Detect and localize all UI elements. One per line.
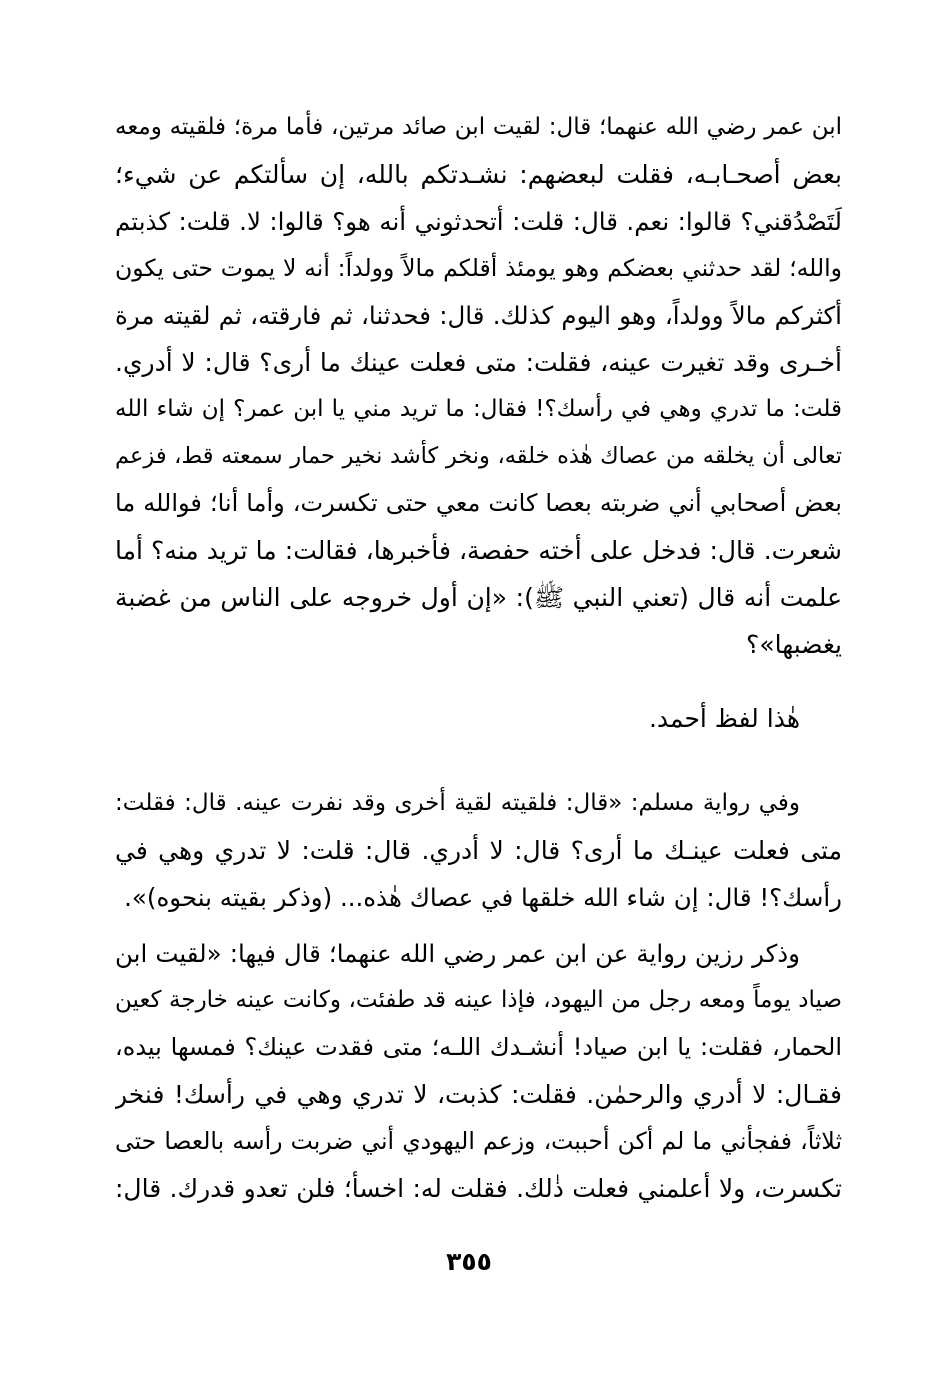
text-line: وذكر رزين رواية عن ابن عمر رضي الله عنهما؛ قال فيها: «لقيت ابن <box>115 939 800 968</box>
text-line: بعض أصحابي أني ضربته بعصا كانت معي حتى تكسرت، وأما أنا؛ فوالله ما <box>115 489 842 517</box>
text-line: رأسك؟! قال: إن شاء الله خلقها في عصاك هٰذه... (وذكر بقيته بنحوه)». <box>124 883 842 912</box>
text-line: علمت أنه قال (تعني النبي ﷺ): «إن أول خروجه على الناس من غضبة <box>115 583 842 612</box>
paragraph-hadith-text <box>115 104 842 668</box>
text-line: أخـرى وقد تغيرت عينه، فقلت: متى فعلت عينك ما أرى؟ قال: لا أدري. <box>115 348 842 377</box>
text-line: تكسرت، ولا أعلمني فعلت ذٰلك. فقلت له: اخسأ؛ فلن تعدو قدرك. قال: <box>115 1174 842 1203</box>
text-line: فقـال: لا أدري والرحمٰن. فقلت: كذبت، لا تدري وهي في رأسك! فنخر <box>115 1080 842 1109</box>
text-line: يغضبها»؟ <box>746 630 842 659</box>
text-line: بعض أصحـابـه، فقلت لبعضهم: نشـدتكم بالله، إن سألتكم عن شيء؛ <box>115 160 842 189</box>
page-number: ٣٥٥ <box>446 1247 492 1276</box>
text-line: الحمار، فقلت: يا ابن صياد! أنشـدك اللـه؛ متى فقدت عينك؟ فمسها بيده، <box>115 1033 842 1061</box>
text-line: أكثركم مالاً وولداً، وهو اليوم كذلك. قال: فحدثنا، ثم فارقته، ثم لقيته مرة <box>115 301 842 330</box>
paragraph-razin-narration <box>115 930 842 1212</box>
text-line: لَتَصْدُقني؟ قالوا: نعم. قال: قلت: أتحدثوني أنه هو؟ قالوا: لا. قلت: كذبتم <box>115 207 842 236</box>
text-line: صياد يوماً ومعه رجل من اليهود، فإذا عينه قد طفئت، وكانت عينه خارجة كعين <box>115 987 842 1013</box>
paragraph-muslim-narration <box>115 780 842 921</box>
text-line: ابن عمر رضي الله عنهما؛ قال: لقيت ابن صائد مرتين، فأما مرة؛ فلقيته ومعه <box>115 114 842 140</box>
text-line: قلت: ما تدري وهي في رأسك؟! فقال: ما تريد مني يا ابن عمر؟ إن شاء الله <box>115 396 842 422</box>
text-line: متى فعلت عينـك ما أرى؟ قال: لا أدري. قال: قلت: لا تدري وهي في <box>115 836 842 865</box>
text-line: شعرت. قال: فدخل على أخته حفصة، فأخبرها، فقالت: ما تريد منه؟ أما <box>115 536 842 565</box>
text-line: هٰذا لفظ أحمد. <box>648 704 800 733</box>
text-line: وفي رواية مسلم: «قال: فلقيته لقية أخرى وقد نفرت عينه. قال: فقلت: <box>115 790 800 816</box>
text-line: والله؛ لقد حدثني بعضكم وهو يومئذ أقلكم مالاً وولداً: أنه لا يموت حتى يكون <box>115 254 842 282</box>
text-line: ثلاثاً، ففجأني ما لم أكن أحببت، وزعم اليهودي أني ضربت رأسه بالعصا حتى <box>115 1127 842 1155</box>
paragraph-source-note <box>115 695 842 742</box>
text-line: تعالى أن يخلقه من عصاك هٰذه خلقه، ونخر كأشد نخير حمار سمعته قط، فزعم <box>115 443 842 469</box>
